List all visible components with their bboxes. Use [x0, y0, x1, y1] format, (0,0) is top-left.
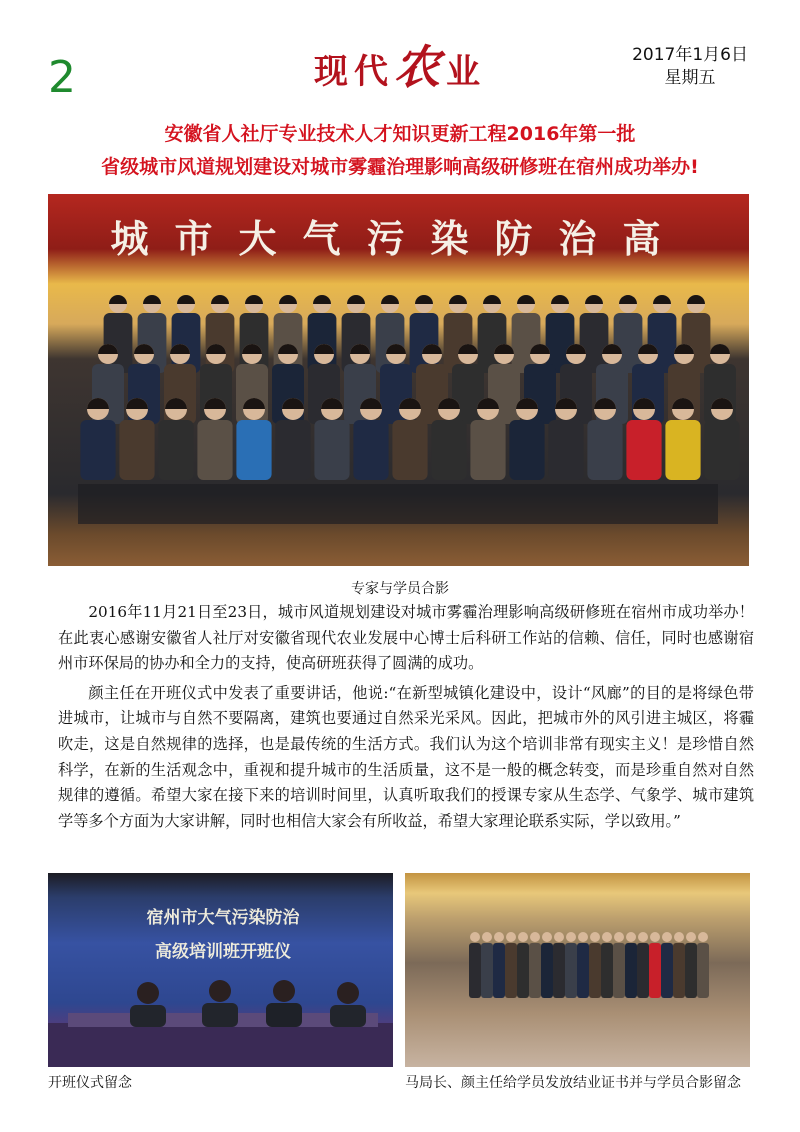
person-head	[614, 932, 624, 942]
person-body	[392, 420, 427, 480]
person-hair	[449, 295, 467, 304]
person-head	[554, 932, 564, 942]
person-head	[542, 932, 552, 942]
article-paragraph-2: 颜主任在开班仪式中发表了重要讲话，他说:“在新型城镇化建设中，设计“风廊”的目的是将绿色带进城市，让城市与自然不要隔离，建筑也要通过自然采光采风。因此，把城市外的风引进主城区，将霾吹走，这是自然规律的选择，也是最传统的生活方式。我们认为这个培训非常有现实主义！是珍惜自然科学，在新的生活观念中，重视和提升城市的生活质量，这不是一般的概念转变，而是珍重自然对自然规律的遵循。希望大家在接下来的培训时间里，认真听取我们的授课专家从生态学、气象学、城市建筑学等多个方面为大家讲解，同时也相信大家会有所收益，希望大家理论联系实际，学以致用。”	[58, 683, 754, 830]
article-body	[58, 600, 754, 838]
person-body	[481, 943, 493, 998]
person-head	[518, 932, 528, 942]
headline-line-1: 安徽省人社厅专业技术人才知识更新工程2016年第一批	[164, 123, 636, 145]
person-body	[697, 943, 709, 998]
person-hair	[279, 295, 297, 304]
person-hair	[143, 295, 161, 304]
person-hair	[517, 295, 535, 304]
issue-date: 2017年1月6日	[632, 45, 748, 65]
certificate-photo	[405, 873, 750, 1067]
article-paragraph-1: 2016年11月21日至23日，城市风道规划建设对城市雾霾治理影响高级研修班在宿州市成功举办！在此衷心感谢安徽省人社厅对安徽省现代农业发展中心博士后科研工作站的信赖、信任，同时也感谢宿州市环保局的协办和全力的支持，使高研班获得了圆满的成功。	[58, 603, 754, 673]
person-body	[509, 420, 544, 480]
person-head	[578, 932, 588, 942]
person-head	[686, 932, 696, 942]
person-hair	[211, 295, 229, 304]
ceremony-banner-line-2: 高级培训班开班仪	[155, 942, 291, 962]
person-body	[541, 943, 553, 998]
person-body	[493, 943, 505, 998]
masthead-part-1: 现代	[314, 52, 394, 92]
person-hair	[585, 295, 603, 304]
person-body	[314, 420, 349, 480]
person-body	[158, 420, 193, 480]
person-hair	[415, 295, 433, 304]
person-head	[698, 932, 708, 942]
person-body	[517, 943, 529, 998]
person-body	[469, 943, 481, 998]
person-body	[548, 420, 583, 480]
person-body	[553, 943, 565, 998]
headline	[0, 118, 800, 184]
person-hair	[347, 295, 365, 304]
masthead-part-3: 业	[446, 52, 486, 92]
person-body	[673, 943, 685, 998]
person-body	[661, 943, 673, 998]
person-head	[482, 932, 492, 942]
person-body	[80, 420, 115, 480]
person-body	[565, 943, 577, 998]
person-head	[566, 932, 576, 942]
person-body	[236, 420, 271, 480]
page-number: 2	[48, 52, 76, 103]
person-head	[662, 932, 672, 942]
person-body	[529, 943, 541, 998]
person-body	[601, 943, 613, 998]
person-head	[626, 932, 636, 942]
group-photo-banner: 城市大气污染防治高	[110, 217, 687, 261]
person-hair	[687, 295, 705, 304]
person-body	[649, 943, 661, 998]
person-body	[613, 943, 625, 998]
person-hair	[653, 295, 671, 304]
opening-ceremony-photo	[48, 873, 393, 1067]
certificate-group	[405, 873, 750, 1067]
person-head	[530, 932, 540, 942]
person-body	[197, 420, 232, 480]
person-head	[506, 932, 516, 942]
group-photo-people	[48, 194, 749, 566]
group-photo	[48, 194, 749, 566]
person-body	[665, 420, 700, 480]
person-body	[626, 420, 661, 480]
person-hair	[551, 295, 569, 304]
date-block	[632, 44, 748, 90]
person-hair	[710, 344, 730, 354]
person-hair	[483, 295, 501, 304]
masthead-part-2: 农	[394, 40, 446, 94]
person-head	[650, 932, 660, 942]
certificate-caption: 马局长、颜主任给学员发放结业证书并与学员合影留念	[405, 1075, 741, 1091]
person-hair	[109, 295, 127, 304]
person-body	[685, 943, 697, 998]
group-photo-caption: 专家与学员合影	[351, 581, 449, 597]
person-body	[637, 943, 649, 998]
person-body	[587, 420, 622, 480]
person-body	[577, 943, 589, 998]
person-hair	[177, 295, 195, 304]
person-head	[674, 932, 684, 942]
person-hair	[381, 295, 399, 304]
person-hair	[245, 295, 263, 304]
person-head	[470, 932, 480, 942]
seated-legs	[78, 484, 718, 524]
person-body	[275, 420, 310, 480]
issue-weekday: 星期五	[664, 68, 716, 88]
person-body	[589, 943, 601, 998]
person-body	[505, 943, 517, 998]
person-body	[704, 420, 739, 480]
person-hair	[313, 295, 331, 304]
person-head	[638, 932, 648, 942]
headline-line-2: 省级城市风道规划建设对城市雾霾治理影响高级研修班在宿州成功举办!	[101, 156, 699, 178]
ceremony-table	[48, 873, 393, 1067]
person-body	[119, 420, 154, 480]
person-body	[625, 943, 637, 998]
person-body	[353, 420, 388, 480]
person-head	[602, 932, 612, 942]
person-body	[431, 420, 466, 480]
ceremony-banner-line-1: 宿州市大气污染防治	[146, 908, 300, 928]
person-body	[470, 420, 505, 480]
person-head	[494, 932, 504, 942]
opening-ceremony-caption: 开班仪式留念	[48, 1075, 132, 1091]
person-head	[590, 932, 600, 942]
person-hair	[619, 295, 637, 304]
